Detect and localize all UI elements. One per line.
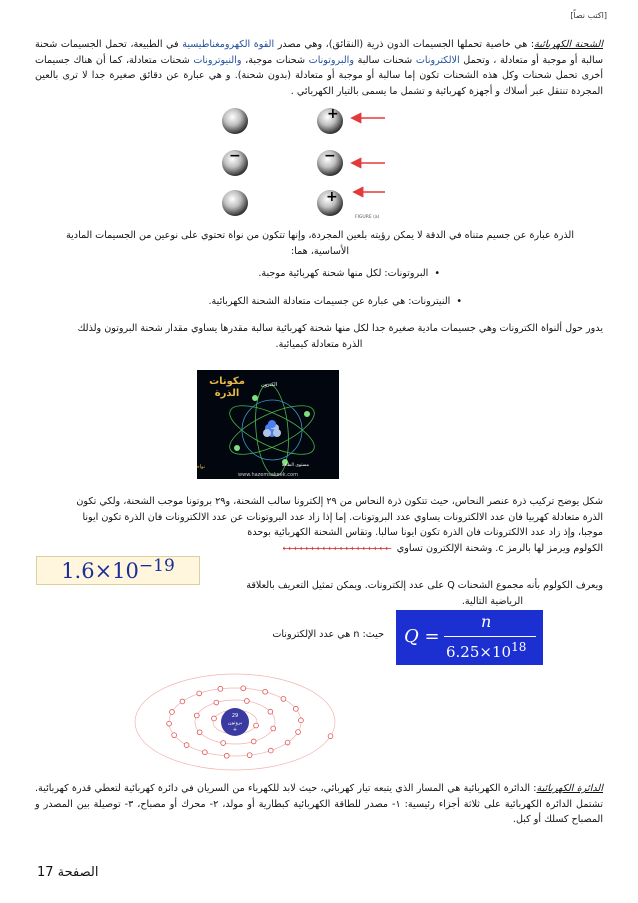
- minus-sign: −: [229, 148, 241, 164]
- electron: [271, 726, 276, 731]
- electron: [202, 750, 207, 755]
- nucleus-number: 29: [231, 713, 239, 719]
- protons-highlight: والبروتونات: [308, 54, 354, 66]
- text-line: موجبا، وإذ زاد عدد الالكترونات فان الذرة تكون ايونا سالبا. وتقاس الشحنة الكهربائية بوحدة: [247, 527, 603, 538]
- page-number: الصفحة 17: [37, 865, 99, 880]
- electron: [224, 753, 229, 758]
- minus-sign: −: [324, 148, 336, 164]
- electron: [299, 718, 304, 723]
- atom-definition-paragraph: [60, 228, 580, 259]
- electron: [214, 700, 219, 705]
- coulomb-definition-paragraph: [203, 578, 603, 609]
- text-line: الرياضية التالية.: [461, 595, 523, 607]
- electron-charge-value: [36, 556, 200, 585]
- den-base: 6.25×10: [446, 643, 512, 661]
- source-site: www.hazemsakeek.com: [238, 472, 298, 478]
- charged-spheres-figure: [205, 108, 395, 220]
- em-force-highlight: القوة الكهرومغناطيسية: [182, 39, 275, 50]
- image-title: مكونات: [209, 376, 245, 387]
- circuit-term: الدائرة الكهربائية: [536, 783, 604, 794]
- nucleus-label: بروتون: [227, 720, 243, 726]
- text-run: شحنات متعادلة، كما أن هناك جسيمات أخرى تحمل شحنات وكل هذه الشحنات تكون إما سالبة أو موجبة أو متعادلة (بدون شحنة). و هي عبارة عن دقائق صغيرة جدا لا ترى بالعين المجردة تنتقل عبر أسلاك و أجهزة كهربائية و تشمل ما يسمى بالتيار الكهربائي .: [35, 54, 603, 97]
- nucleus-sign: +: [232, 727, 238, 733]
- electron: [251, 739, 256, 744]
- page-header-tag: [اكتب نصاً]: [570, 11, 607, 20]
- electron: [194, 713, 199, 718]
- copper-atom-diagram: [128, 672, 342, 772]
- electron: [328, 734, 333, 739]
- electron: [268, 709, 273, 714]
- electric-charge-paragraph: [35, 37, 603, 99]
- formula-denominator: [446, 640, 526, 661]
- electron: [293, 706, 298, 711]
- electron-label: الكترون: [260, 382, 277, 388]
- text-line: ويعرف الكولوم بأنه مجموع الشحنات Q على عدد إلكترونات. ويمكن تمثيل التعريف بالعلاقة: [246, 580, 603, 591]
- bullet-text: النيترونات: هي عبارة عن جسيمات متعادلة الشحنة الكهربائية.: [208, 296, 451, 307]
- electron: [281, 696, 286, 701]
- text-run: شحنات موجبة،: [241, 54, 309, 66]
- term-colon: :: [530, 39, 535, 50]
- bullet-text: البروتونات: لكل منها شحنة كهربائية موجبة.: [258, 268, 429, 279]
- charge-mantissa: 1.6×10: [61, 558, 139, 583]
- where-note: حيث: n هي عدد الإلكترونات: [272, 629, 384, 640]
- sphere-pair-bottom: [222, 189, 385, 220]
- electron: [184, 743, 189, 748]
- text-run: هي خاصية تحملها الجسيمات الدون ذرية (النقائق)، وهي مصدر: [274, 39, 531, 50]
- sphere-pair-mid: [222, 148, 385, 176]
- text-line: الذرة عبارة عن جسيم متناه في الدقة لا يمكن رؤيته بلعين المجردة، وإنها تتكون من نواة تحتوي على نوعين من الجسيمات المادية: [65, 230, 575, 241]
- electron: [167, 721, 172, 726]
- electron: [221, 741, 226, 746]
- electron: [241, 686, 246, 691]
- electron: [285, 740, 290, 745]
- formula-numerator: n: [481, 612, 492, 631]
- electron: [254, 723, 259, 728]
- text-line: شكل يوضح تركيب ذرة عنصر النحاس، حيث تتكون ذرة النحاس من ٢٩ إلكترونا سالب الشحنة، و٢٩ بروتونا موجب الشحنة، ولكي تكون: [76, 496, 603, 507]
- fraction-bar: [444, 636, 536, 637]
- plus-sign: +: [326, 189, 338, 205]
- text-run: : الدائرة الكهربائية هي المسار الذي يتبعه تيار كهربائي، حيث لابد للكهرباء من السريان في دائرة كهربائية لتعطي قدرة كهربائية. تشتمل الدائرة الكهربائية على ثلاثة أجزاء رئيسية: ١- مصدر للطاقة الكهربائية كبطارية أو مولد، ٢- محرك أو مصباح، ٣- توصيلة بين المصدر و المصباح كسلك أو كبل.: [35, 783, 603, 825]
- bullet-neutrons: [208, 294, 462, 310]
- nucleus-label: نواة: [197, 464, 205, 470]
- atom-structure-image: [197, 370, 339, 479]
- text-line: الذرة متعادلة كيميائية.: [275, 338, 363, 350]
- image-title: الذرة: [214, 388, 240, 399]
- electrons-paragraph: [35, 321, 603, 352]
- neutrons-highlight: والنيوترونات: [193, 54, 242, 66]
- electron: [296, 730, 301, 735]
- text-line: يدور حول ألنواة الكترونات وهي جسيمات مادية صغيرة جدا لكل منها شحنة كهربائية سالبة مقدرها يساوي مقدار شحنة البروتون ولذلك: [77, 323, 603, 334]
- electron: [197, 691, 202, 696]
- charge-term: الشحنة الكهربائية: [534, 39, 603, 50]
- electrons-highlight: الالكترونات: [415, 54, 460, 66]
- electron: [268, 748, 273, 753]
- electron: [244, 699, 249, 704]
- energy-level-label: مستوى الطاقة: [281, 463, 309, 468]
- den-exponent: 18: [511, 640, 527, 654]
- text-run: في الطبيعة، تحمل الجسيمات شحنة سالبة أو موجبة أو متعادلة ، وتحمل: [35, 39, 604, 66]
- text-line: الذرة متعادلة كهربيا فان عدد الالكترونات يساوي عدد البروتونات. إما إذا زاد عدد البروتونات عن عدد الالكترونات فان الذرة تكون ايونا: [82, 511, 603, 523]
- text-line: الكولوم ويرمز لها بالرمز c. وشحنة الإلكترون تساوي: [396, 542, 603, 554]
- coulomb-formula: [396, 610, 543, 665]
- sphere: [222, 190, 248, 216]
- electron: [170, 710, 175, 715]
- electron: [180, 699, 185, 704]
- electron: [218, 686, 223, 691]
- text-line: الأساسية، هما:: [290, 245, 350, 257]
- copper-atom-paragraph: [35, 494, 603, 556]
- electron: [212, 716, 217, 721]
- arrow-row: ←←←←←←←←←←←←←←←←←←←: [282, 543, 391, 553]
- electron: [172, 733, 177, 738]
- figure-caption: FIGURE (a): [355, 215, 380, 220]
- electric-circuit-paragraph: [35, 781, 603, 828]
- electron: [247, 753, 252, 758]
- electron: [263, 689, 268, 694]
- electron: [197, 730, 202, 735]
- plus-sign: +: [327, 108, 339, 122]
- formula-lhs: Q =: [404, 626, 440, 647]
- sphere-pair-top: [222, 108, 385, 134]
- charge-exponent: −19: [138, 555, 175, 576]
- sphere: [222, 108, 248, 134]
- text-run: شحنات سالبة: [353, 54, 416, 66]
- bullet-protons: [258, 266, 440, 282]
